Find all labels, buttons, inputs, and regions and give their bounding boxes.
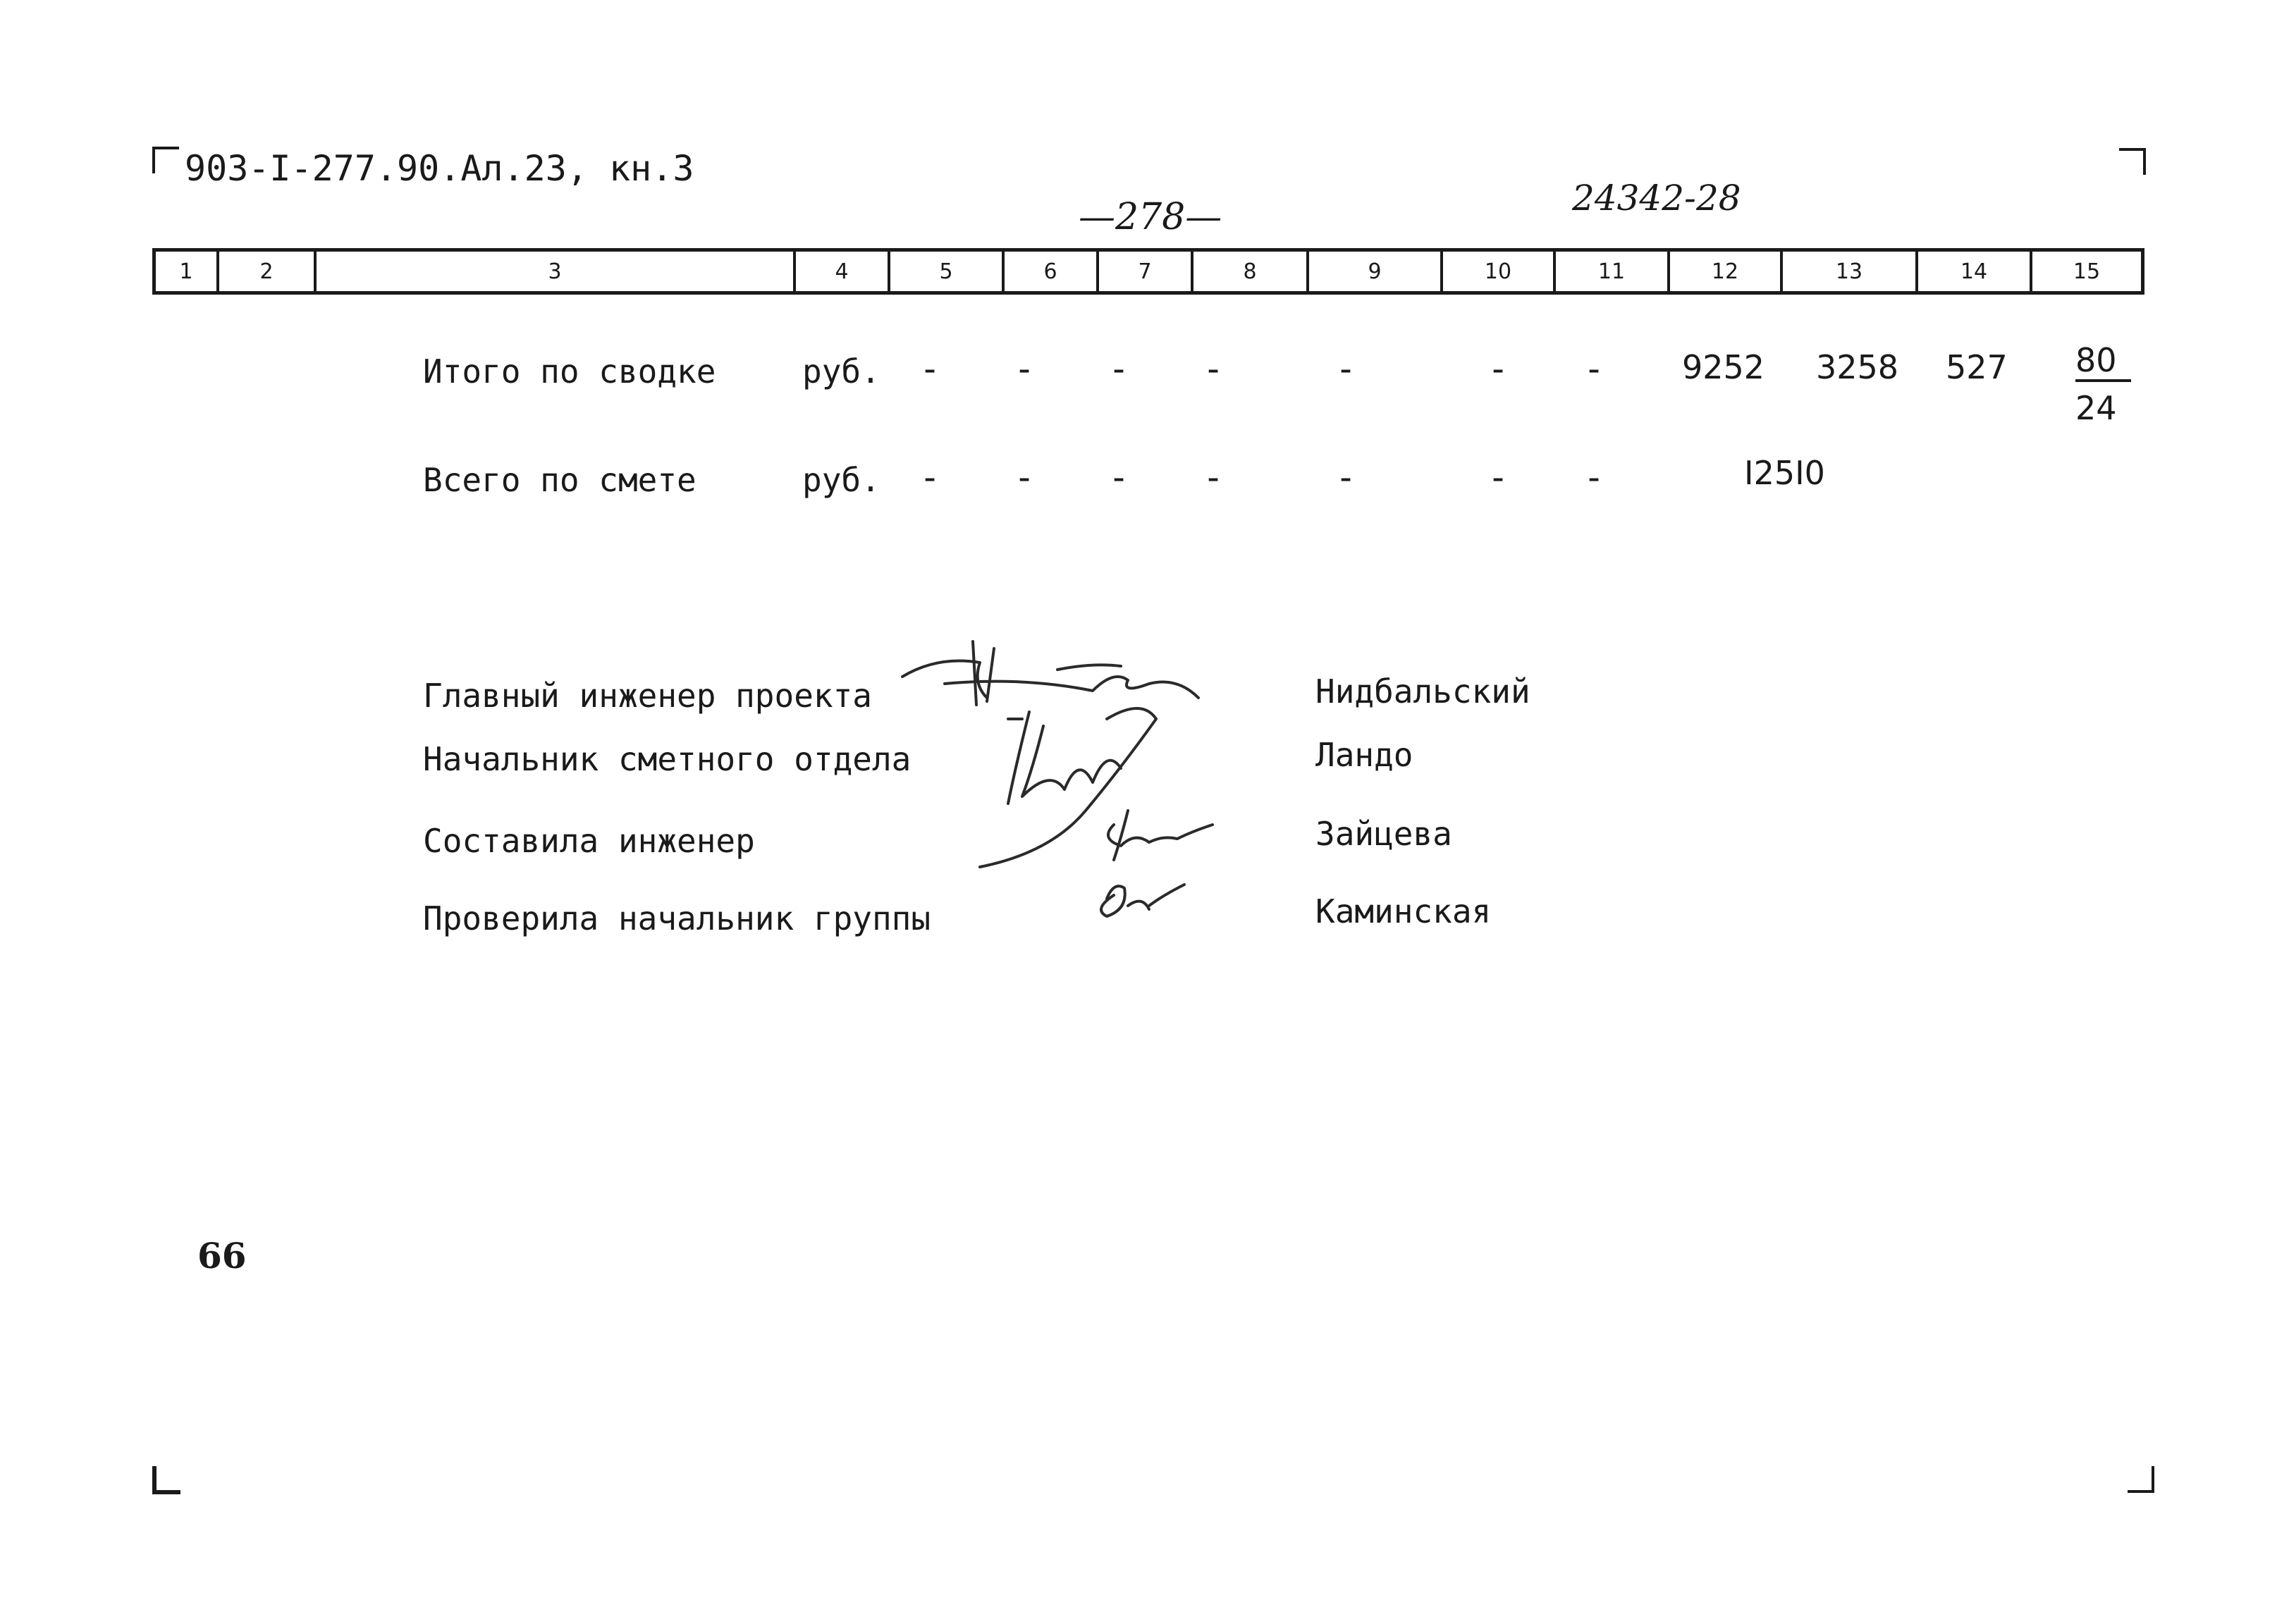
row-label: Всего по смете xyxy=(423,461,696,499)
empty-value-dash: - xyxy=(1108,348,1130,389)
column-number: 13 xyxy=(1783,252,1918,291)
signature-engineer xyxy=(1108,811,1213,860)
empty-value-dash: - xyxy=(919,348,941,389)
column-number: 4 xyxy=(796,252,890,291)
signatory-name: Ландо xyxy=(1315,736,1413,774)
handwritten-signatures xyxy=(881,627,1276,923)
empty-value-dash: - xyxy=(919,457,941,498)
column-number: 7 xyxy=(1099,252,1193,291)
column-number: 11 xyxy=(1556,252,1670,291)
signature-group-head xyxy=(1101,885,1184,916)
signature-role: Составила инженер xyxy=(423,822,755,860)
cell-col15-top: 80 xyxy=(2075,341,2131,382)
empty-value-dash: - xyxy=(1335,457,1357,498)
column-number: 5 xyxy=(890,252,1005,291)
empty-value-dash: - xyxy=(1203,457,1225,498)
column-number: 8 xyxy=(1193,252,1309,291)
empty-value-dash: - xyxy=(1108,457,1130,498)
signature-role: Начальник сметного отдела xyxy=(423,740,912,778)
column-number: 1 xyxy=(156,252,219,291)
signatory-name: Зайцева xyxy=(1315,815,1452,853)
corner-mark-bottom-right xyxy=(2128,1466,2154,1493)
column-number: 3 xyxy=(317,252,796,291)
empty-value-dash: - xyxy=(1203,348,1225,389)
column-number: 12 xyxy=(1670,252,1783,291)
row-unit: руб. xyxy=(802,352,880,390)
signatory-name: Нидбальский xyxy=(1315,672,1530,710)
empty-value-dash: - xyxy=(1014,457,1036,498)
column-number: 15 xyxy=(2073,259,2101,284)
empty-value-dash: - xyxy=(1583,348,1605,389)
signature-chief-engineer xyxy=(902,641,1198,705)
empty-value-dash: - xyxy=(1487,348,1509,389)
corner-mark-bottom-left xyxy=(152,1466,180,1494)
row-unit: руб. xyxy=(802,461,880,499)
page-number: —278— xyxy=(1079,196,1222,238)
signature-role: Проверила начальник группы xyxy=(423,899,931,937)
column-number: 10 xyxy=(1443,252,1556,291)
column-number: 2 xyxy=(219,252,317,291)
empty-value-dash: - xyxy=(1335,348,1357,389)
total-value: I25I0 xyxy=(1744,454,1825,492)
row-label: Итого по сводке xyxy=(423,352,716,390)
corner-mark-top-right xyxy=(2119,148,2146,175)
folio-number: 66 xyxy=(197,1235,247,1277)
column-number: 14 xyxy=(1918,252,2032,291)
cell-col14: 527 xyxy=(1946,348,2008,386)
empty-value-dash: - xyxy=(1014,348,1036,389)
empty-value-dash: - xyxy=(1583,457,1605,498)
signature-head-estimator xyxy=(980,708,1156,867)
cell-col15-bottom: 24 xyxy=(2075,389,2117,427)
empty-value-dash: - xyxy=(1487,457,1509,498)
column-number-row xyxy=(152,248,2144,295)
document-code: 903-I-277.90.Ал.23, кн.3 xyxy=(185,148,694,189)
cell-col12: 9252 xyxy=(1682,348,1765,386)
cell-col13: 3258 xyxy=(1816,348,1899,386)
column-number: 9 xyxy=(1309,252,1443,291)
corner-mark-top-left xyxy=(152,147,179,173)
signatory-name: Каминская xyxy=(1315,892,1492,930)
reference-number: 24342-28 xyxy=(1572,178,1741,219)
column-number: 6 xyxy=(1005,252,1099,291)
signature-role: Главный инженер проекта xyxy=(423,677,872,715)
